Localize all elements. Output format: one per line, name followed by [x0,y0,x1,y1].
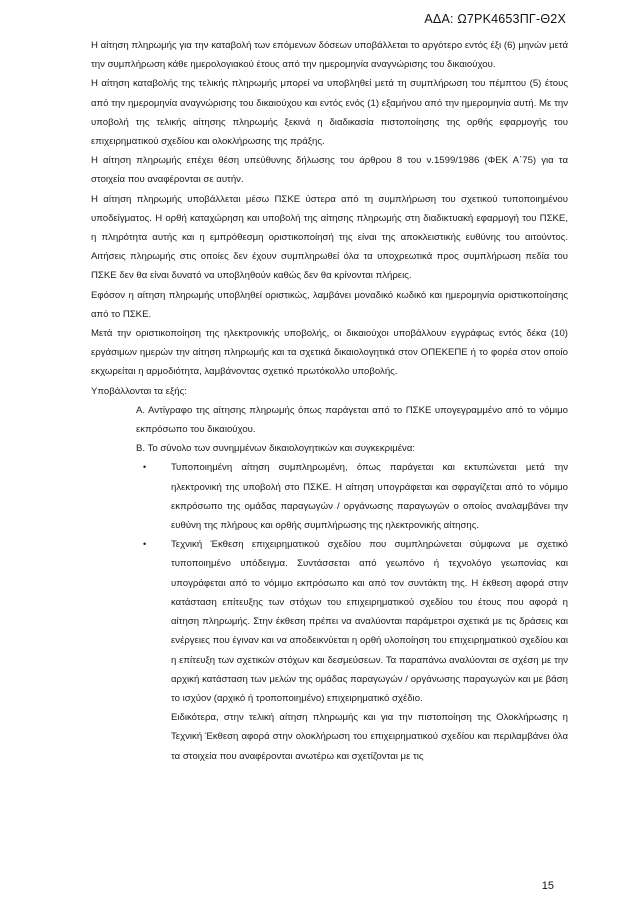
paragraph-final-submission-code: Εφόσον η αίτηση πληρωμής υποβληθεί οριστικώς, λαμβάνει μοναδικό κωδικό και ημερομηνία οριστικοποίησης από το ΠΣΚΕ. [91,289,568,320]
bullet-text-application-form: Τυποποιημένη αίτηση συμπληρωμένη, όπως παράγεται και εκτυπώνεται μετά την ηλεκτρονική της υποβολή στο ΠΣΚΕ. Η αίτηση υπογράφεται και σφραγίζεται από το νόμιμο εκπρόσωπο της ομάδας παραγωγών / οργάνωσης παραγωγών ο οποίος αναλαμβάνει την ευθύνη της πλήρους και ορθής συμπλήρωσης της ηλεκτρονικής αίτησης. [171,462,568,532]
document-body [91,36,568,766]
bullet-text-technical-report: Τεχνική Έκθεση επιχειρηματικού σχεδίου που συμπληρώνεται σύμφωνα με σχετικό τυποποιημένο υπόδειγμα. Συντάσσεται από γεωπόνο ή τεχνολόγο γεωπονίας και υπογράφεται από το νόμιμο εκπρόσωπο και από τον συντάκτη της. Η έκθεση αφορά στην κατάσταση επίτευξης των στόχων του επιχειρηματικού σχεδίου του έτους που αφορά η αίτηση πληρωμής. Στην έκθεση πρέπει να αναλύονται παράμετροι σχετικά με τις δράσεις και ενέργειες που έγιναν και να αποδεικνύεται η ορθή υλοποίηση του επιχειρηματικού σχεδίου και η επίτευξη των σχετικών στόχων και δεσμεύσεων. Τα παραπάνω αναλύονται σε σχέση με την αρχική κατάσταση των μελών της ομάδας παραγωγών / οργάνωσης παραγωγών και με βάση το ισχύον (αρχικό ή τροποποιημένο) επιχειρηματικό σχέδιο. [171,539,568,704]
paragraph-final-payment: Η αίτηση καταβολής της τελικής πληρωμής μπορεί να υποβληθεί μετά τη συμπλήρωση του πέμπτου (5) έτους από την ημερομηνία αναγνώρισης του δικαιούχου και εντός ενός (1) εξαμήνου από την ημερομηνία αυτή. Με την υποβολή της τελικής αίτησης πληρωμής ξεκινά η διαδικασία πιστοποίησης της ορθής εφαρμογής του επιχειρηματικού σχεδίου και ολοκλήρωσης της πράξης. [91,78,568,148]
page-number: 15 [541,880,554,892]
paragraph-written-submission: Μετά την οριστικοποίηση της ηλεκτρονικής υποβολής, οι δικαιούχοι υποβάλλουν εγγράφως εντός δέκα (10) εργάσιμων ημερών την αίτηση πληρωμής και τα σχετικά δικαιολογητικά στον ΟΠΕΚΕΠΕ ή το φορέα στον οποίο εκχωρείται η αρμοδιότητα, λαμβάνοντας σχετικό πρωτόκολλο υποβολής. [91,328,568,378]
document-ada-code: ΑΔΑ: Ω7ΡΚ4653ΠΓ-Θ2Χ [424,12,566,26]
item-a-application-copy: Α. Αντίγραφο της αίτησης πληρωμής όπως παράγεται από το ΠΣΚΕ υπογεγραμμένο από το νόμιμο εκπρόσωπο του δικαιούχου. [136,404,568,436]
paragraph-solemn-declaration: Η αίτηση πληρωμής επέχει θέση υπεύθυνης δήλωσης του άρθρου 8 του ν.1599/1986 (ΦΕΚ Α΄75) για τα στοιχεία που αναφέρονται σε αυτήν. [91,155,568,186]
paragraph-submitted-items-intro: Υποβάλλονται τα εξής: [91,385,187,397]
paragraph-submission-pske: Η αίτηση πληρωμής υποβάλλεται μέσω ΠΣΚΕ ύστερα από τη συμπλήρωση του σχετικού τυποποιημένου υποδείγματος. Η ορθή καταχώρηση και υποβολή της αίτησης πληρωμής στη διαδικτυακή εφαρμογή του ΠΣΚΕ, η πληρότητα αυτής και η εμπρόθεσμη οριστικοποίησή της είναι της αποκλειστικής ευθύνης του αιτούντος. Αιτήσεις πληρωμής στις οποίες δεν έχουν συμπληρωθεί όλα τα υποχρεωτικά προς συμπλήρωση πεδία του ΠΣΚΕ δεν θα είναι δυνατό να υποβληθούν καθώς δεν θα κρίνονται πλήρεις. [91,193,568,282]
bullet-icon: • [143,462,147,473]
bullet-icon: • [143,539,147,550]
paragraph-payment-deadline: Η αίτηση πληρωμής για την καταβολή των επόμενων δόσεων υποβάλλεται το αργότερο εντός έξι (6) μηνών μετά την συμπλήρωση κάθε ημερολογιακού έτους από την ημερομηνία αναγνώρισης του δικαιούχου. [91,40,568,71]
bullet-item [91,535,568,708]
item-b-attachments: Β. Το σύνολο των συνημμένων δικαιολογητικών και συγκεκριμένα: [136,443,416,455]
paragraph-final-report-details: Ειδικότερα, στην τελική αίτηση πληρωμής και για την πιστοποίηση της Ολοκλήρωσης η Τεχνική Έκθεση αφορά στην ολοκλήρωση του επιχειρηματικού σχεδίου και περιλαμβάνει όλα τα στοιχεία που αναφέρονται ανωτέρω και σχετίζονται με τις [171,712,568,762]
bullet-item [91,458,568,535]
